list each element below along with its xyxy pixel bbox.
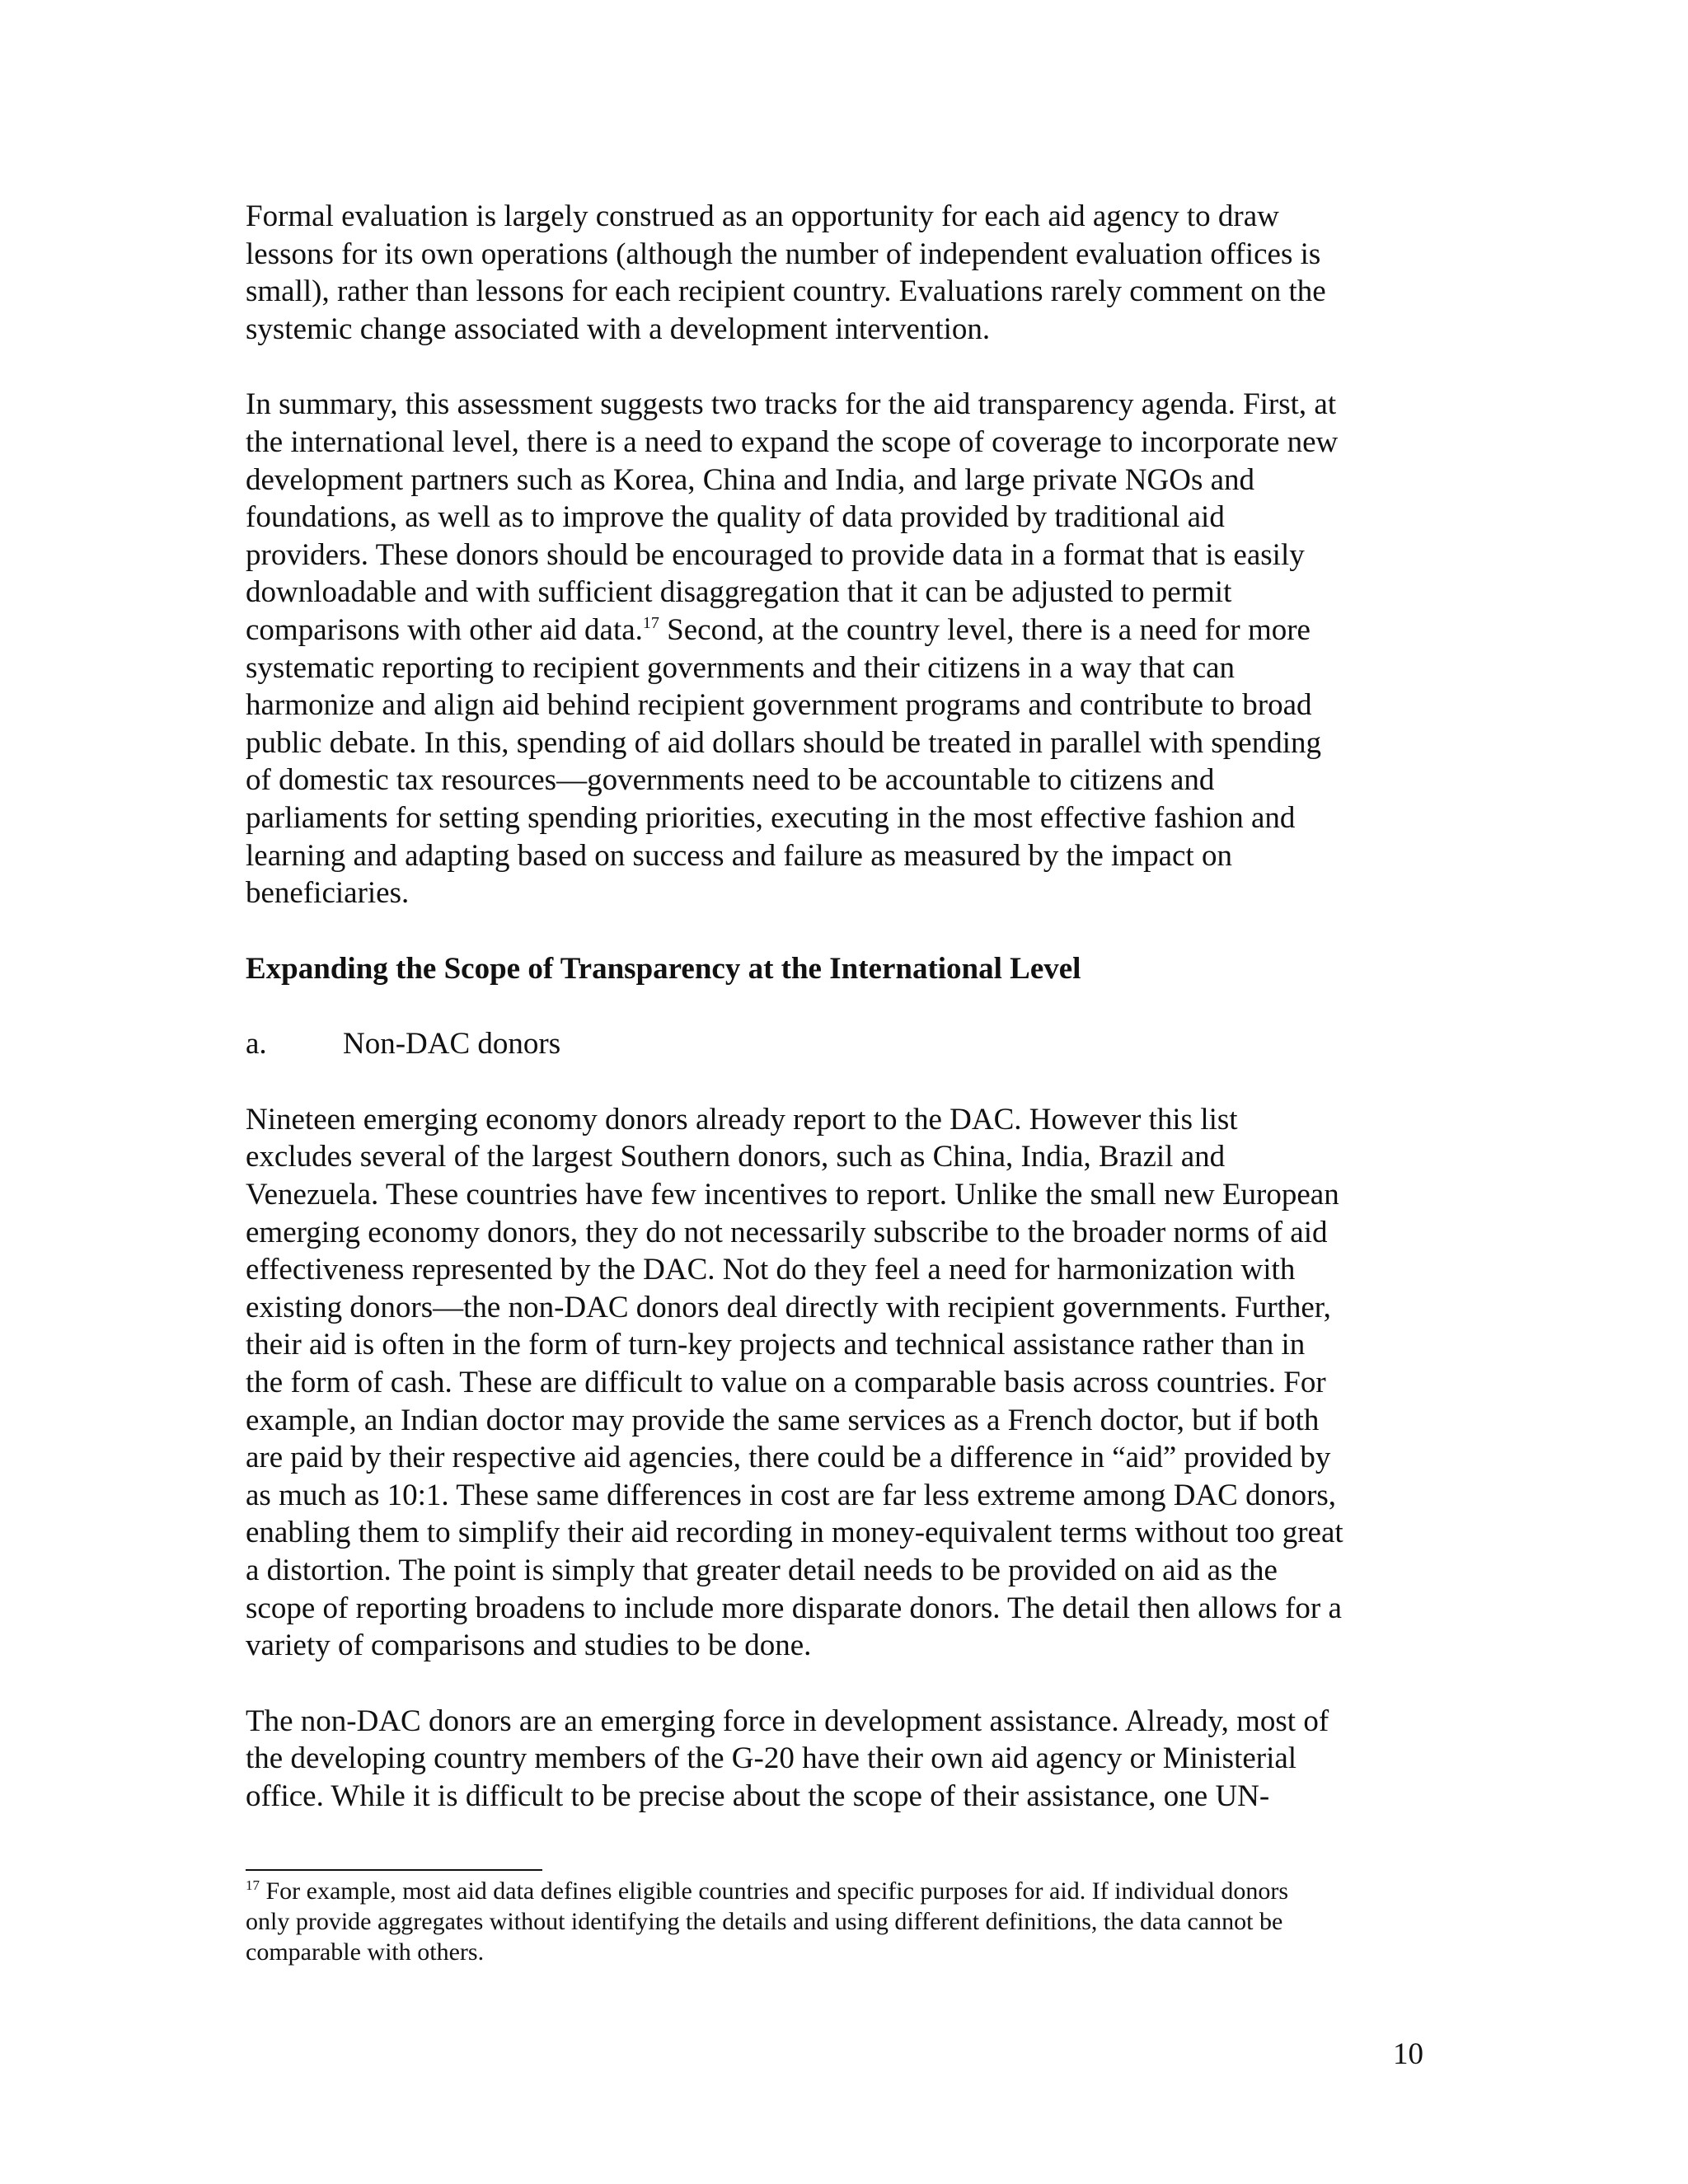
subsection-number: a. <box>246 1027 267 1062</box>
text-line: small), rather than lessons for each recipient country. Evaluations rarely comment on the <box>246 274 1326 309</box>
text-line: variety of comparisons and studies to be done. <box>246 1629 812 1663</box>
text-line: public debate. In this, spending of aid dollars should be treated in parallel with spending <box>246 725 1321 760</box>
text-line: the international level, there is a need to expand the scope of coverage to incorporate new <box>246 424 1339 459</box>
text-line: effectiveness represented by the DAC. Not do they feel a need for harmonization with <box>246 1253 1296 1287</box>
text-line: the form of cash. These are difficult to value on a comparable basis across countries. For <box>246 1366 1326 1400</box>
text-line-with-footnote <box>246 612 1432 649</box>
paragraph-non-dac-report <box>246 1101 1432 1665</box>
text-line: office. While it is difficult to be precise about the scope of their assistance, one UN- <box>246 1779 1270 1813</box>
text-line: Nineteen emerging economy donors already report to the DAC. However this list <box>246 1102 1238 1137</box>
section-heading: Expanding the Scope of Transparency at the International Level <box>246 951 1081 986</box>
text-line: their aid is often in the form of turn-key projects and technical assistance rather than in <box>246 1328 1306 1362</box>
text-line: learning and adapting based on success and failure as measured by the impact on <box>246 838 1232 873</box>
text-line: In summary, this assessment suggests two tracks for the aid transparency agenda. First, at <box>246 387 1337 422</box>
text-line: the developing country members of the G-20 have their own aid agency or Ministerial <box>246 1741 1297 1776</box>
text-line: a distortion. The point is simply that greater detail needs to be provided on aid as the <box>246 1554 1278 1587</box>
footnote-marker: 17 <box>246 1877 260 1893</box>
text-line: Formal evaluation is largely construed as an opportunity for each aid agency to draw <box>246 199 1279 233</box>
text-line: Venezuela. These countries have few incentives to report. Unlike the small new European <box>246 1178 1339 1212</box>
text-fragment: comparisons with other aid data. <box>246 612 643 647</box>
paragraph-summary <box>246 386 1432 912</box>
text-line: development partners such as Korea, China and India, and large private NGOs and <box>246 462 1255 497</box>
text-line: emerging economy donors, they do not necessarily subscribe to the broader norms of aid <box>246 1215 1328 1249</box>
text-line: existing donors—the non-DAC donors deal directly with recipient governments. Further, <box>246 1290 1331 1324</box>
text-line: harmonize and align aid behind recipient government programs and contribute to broad <box>246 688 1312 723</box>
paragraph-formal-evaluation <box>246 198 1432 348</box>
subsection-heading <box>246 1025 1432 1063</box>
footnote-line <box>246 1876 1432 1906</box>
footnote-line: only provide aggregates without identifying the details and using different definitions, the data cannot be <box>246 1908 1283 1935</box>
text-fragment: Second, at the country level, there is a need for more <box>659 612 1311 647</box>
text-line: foundations, as well as to improve the quality of data provided by traditional aid <box>246 500 1225 535</box>
text-line: of domestic tax resources—governments need to be accountable to citizens and <box>246 763 1215 798</box>
footnote-text: For example, most aid data defines eligible countries and specific purposes for aid. If individual donors <box>260 1877 1289 1905</box>
page-body <box>246 198 1432 1816</box>
text-line: systemic change associated with a development intervention. <box>246 312 991 346</box>
text-line: The non-DAC donors are an emerging force in development assistance. Already, most of <box>246 1704 1329 1738</box>
footnote <box>246 1876 1432 1967</box>
text-line: excludes several of the largest Southern donors, such as China, India, Brazil and <box>246 1140 1226 1174</box>
footnote-reference[interactable]: 17 <box>642 613 659 632</box>
text-line: as much as 10:1. These same differences in cost are far less extreme among DAC donors, <box>246 1478 1337 1512</box>
text-line: scope of reporting broadens to include more disparate donors. The detail then allows for a <box>246 1591 1342 1625</box>
text-line: parliaments for setting spending priorities, executing in the most effective fashion and <box>246 800 1296 835</box>
subsection-title: Non-DAC donors <box>343 1027 561 1062</box>
footnote-divider <box>246 1869 542 1871</box>
footnote-line: comparable with others. <box>246 1938 485 1966</box>
text-line: systematic reporting to recipient governments and their citizens in a way that can <box>246 650 1236 685</box>
text-line: beneficiaries. <box>246 876 410 911</box>
text-line: are paid by their respective aid agencies, there could be a difference in “aid” provided by <box>246 1441 1331 1475</box>
text-line: downloadable and with sufficient disaggregation that it can be adjusted to permit <box>246 575 1232 610</box>
text-line: lessons for its own operations (although the number of independent evaluation offices is <box>246 237 1321 271</box>
text-line: example, an Indian doctor may provide the same services as a French doctor, but if both <box>246 1403 1320 1437</box>
paragraph-emerging-force <box>246 1703 1432 1816</box>
page-number: 10 <box>1393 2037 1423 2071</box>
text-line: enabling them to simplify their aid recording in money-equivalent terms without too great <box>246 1516 1343 1550</box>
text-line: providers. These donors should be encouraged to provide data in a format that is easily <box>246 537 1305 572</box>
